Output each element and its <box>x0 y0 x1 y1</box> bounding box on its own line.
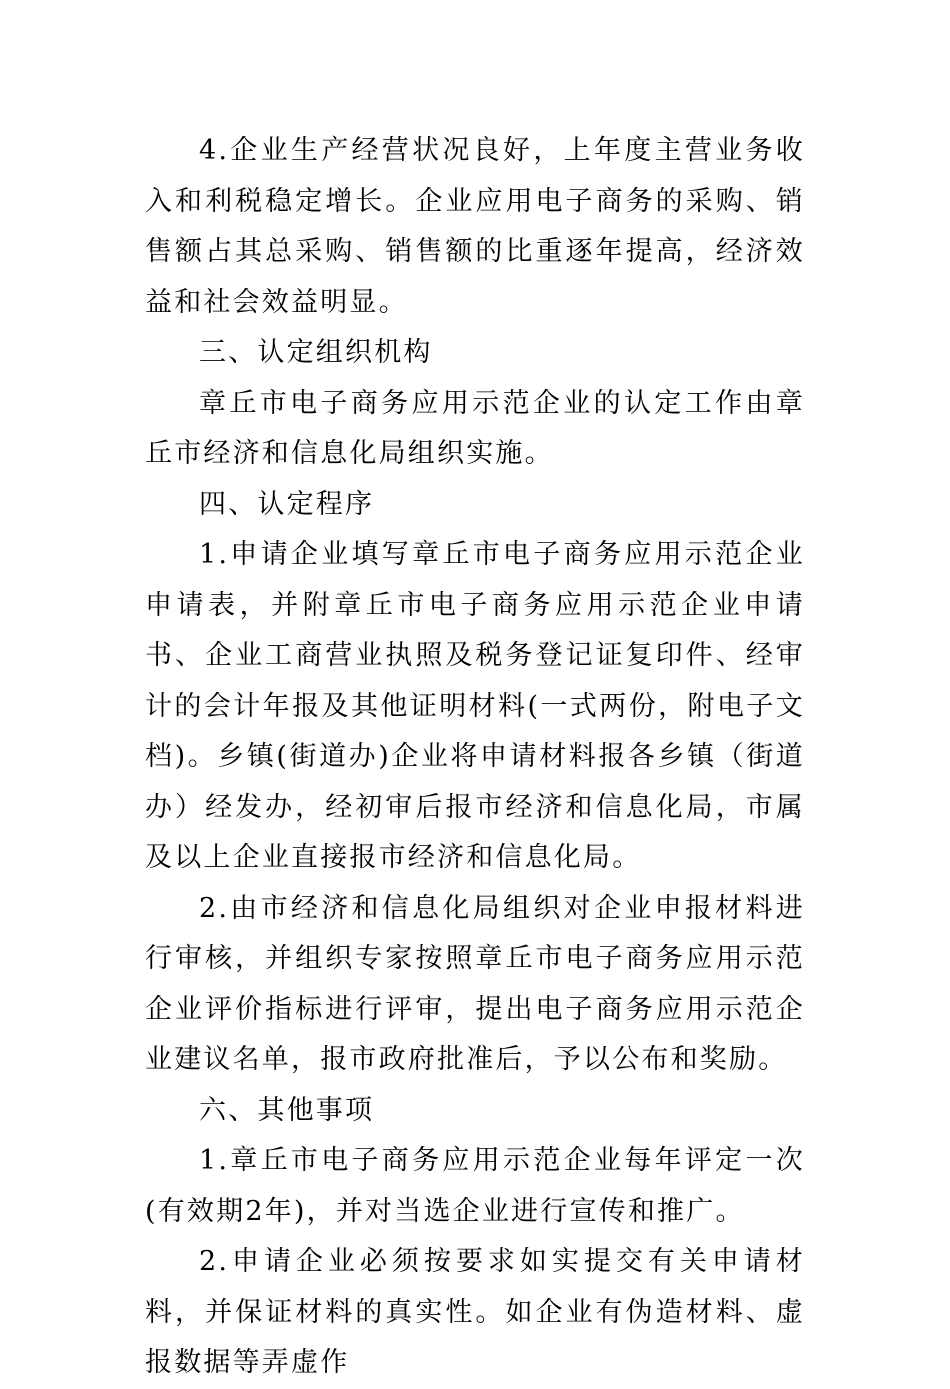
paragraph-other-matters-1: 1.章丘市电子商务应用示范企业每年评定一次(有效期2年)，并对当选企业进行宣传和推广。 <box>145 1145 805 1227</box>
paragraph-procedure-step-1: 1.申请企业填写章丘市电子商务应用示范企业申请表，并附章丘市电子商务应用示范企业申请书、企业工商营业执照及税务登记证复印件、经审计的会计年报及其他证明材料(一式两份，附电子文档)。乡镇(街道办)企业将申请材料报各乡镇（街道办）经发办，经初审后报市经济和信息化局，市属及以上企业直接报市经济和信息化局。 <box>145 539 805 873</box>
section-heading-procedure: 四、认定程序 <box>199 488 375 520</box>
paragraph-other-matters-2: 2.申请企业必须按要求如实提交有关申请材料，并保证材料的真实性。如企业有伪造材料、虚报数据等弄虚作 <box>145 1246 805 1378</box>
paragraph-organization: 章丘市电子商务应用示范企业的认定工作由章丘市经济和信息化局组织实施。 <box>145 387 805 469</box>
section-heading-organization: 三、认定组织机构 <box>199 337 433 368</box>
section-heading-other-matters: 六、其他事项 <box>199 1094 375 1126</box>
paragraph-business-condition: 4.企业生产经营状况良好，上年度主营业务收入和利税稳定增长。企业应用电子商务的采购、销售额占其总采购、销售额的比重逐年提高，经济效益和社会效益明显。 <box>145 135 805 318</box>
paragraph-procedure-step-2: 2.由市经济和信息化局组织对企业申报材料进行审核，并组织专家按照章丘市电子商务应用示范企业评价指标进行评审，提出电子商务应用示范企业建议名单，报市政府批准后，予以公布和奖励。 <box>145 892 805 1075</box>
document-body <box>145 126 805 1389</box>
